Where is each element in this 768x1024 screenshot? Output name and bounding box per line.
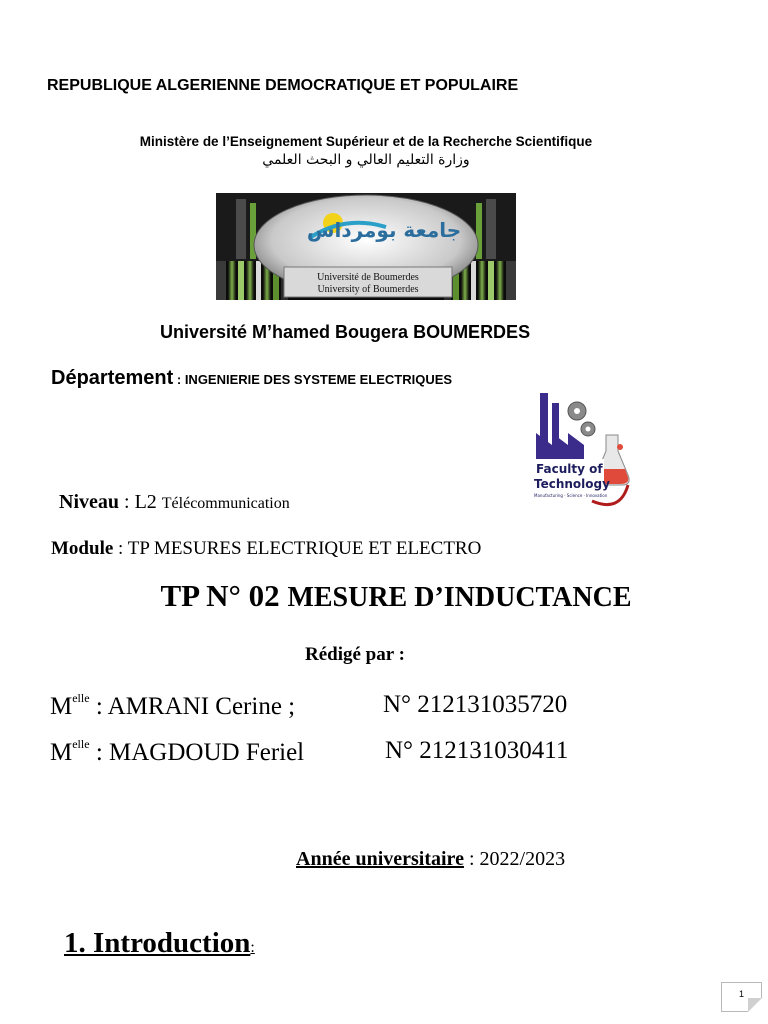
- student-title-sup: elle: [72, 691, 90, 705]
- faculty-logo-line1: Faculty of: [536, 462, 603, 476]
- faculty-logo-tagline: Manufacturing · Science · Innovation: [534, 493, 608, 498]
- student-row: [50, 691, 568, 721]
- module-label: Module: [51, 538, 114, 559]
- document-title: [0, 578, 768, 614]
- academic-year-label: Année universitaire: [296, 848, 464, 870]
- module-line: [51, 538, 481, 560]
- student-row: [50, 737, 569, 767]
- university-logo-arabic: جامعة بومرداس: [306, 218, 462, 242]
- module-value: : TP MESURES ELECTRIQUE ET ELECTRO: [113, 538, 482, 559]
- level-value: L2: [134, 491, 157, 513]
- ministry-heading: Ministère de l’Enseignement Supérieur et de la Recherche Scientifique: [139, 134, 593, 149]
- page-fold-corner: [748, 998, 762, 1012]
- page-number: 1: [738, 989, 744, 999]
- student-number: N° 212131030411: [385, 737, 569, 764]
- department-value: : INGENIERIE DES SYSTEME ELECTRIQUES: [173, 372, 453, 387]
- university-logo: [216, 193, 516, 300]
- section-heading-colon: :: [250, 939, 255, 956]
- student-title-sup: elle: [72, 737, 90, 751]
- document-title-text: MESURE D’INDUCTANCE: [287, 582, 632, 613]
- page-number-box: [721, 982, 762, 1012]
- document-title-prefix: TP N° 02: [160, 578, 280, 613]
- university-name: Université M’hamed Bougera BOUMERDES: [160, 322, 531, 342]
- section-heading: [64, 927, 255, 960]
- republic-heading: REPUBLIQUE ALGERIENNE DEMOCRATIQUE ET POPULAIRE: [47, 77, 519, 94]
- section-heading-text: 1. Introduction: [64, 927, 251, 959]
- department-line: [51, 367, 452, 390]
- level-specialty: Télécommunication: [161, 495, 290, 512]
- ministry-heading-arabic: وزارة التعليم العالي و البحث العلمي: [262, 152, 470, 168]
- level-label: Niveau: [59, 491, 119, 513]
- level-separator: :: [119, 491, 135, 513]
- department-label: Département: [51, 367, 174, 389]
- student-number: N° 212131035720: [383, 691, 568, 718]
- faculty-logo-line2: Technology: [534, 477, 610, 491]
- student-title: M: [50, 739, 73, 766]
- faculty-logo: [532, 389, 632, 513]
- student-name: : AMRANI Cerine ;: [89, 693, 296, 720]
- level-line: [59, 491, 290, 514]
- student-title: M: [50, 693, 73, 720]
- university-logo-caption-en: University of Boumerdes: [317, 284, 419, 295]
- academic-year-line: [296, 848, 565, 871]
- university-logo-caption-fr: Université de Boumerdes: [317, 272, 419, 283]
- written-by-label: Rédigé par :: [305, 644, 405, 665]
- student-name: : MAGDOUD Feriel: [89, 739, 305, 766]
- academic-year-value: : 2022/2023: [463, 848, 566, 870]
